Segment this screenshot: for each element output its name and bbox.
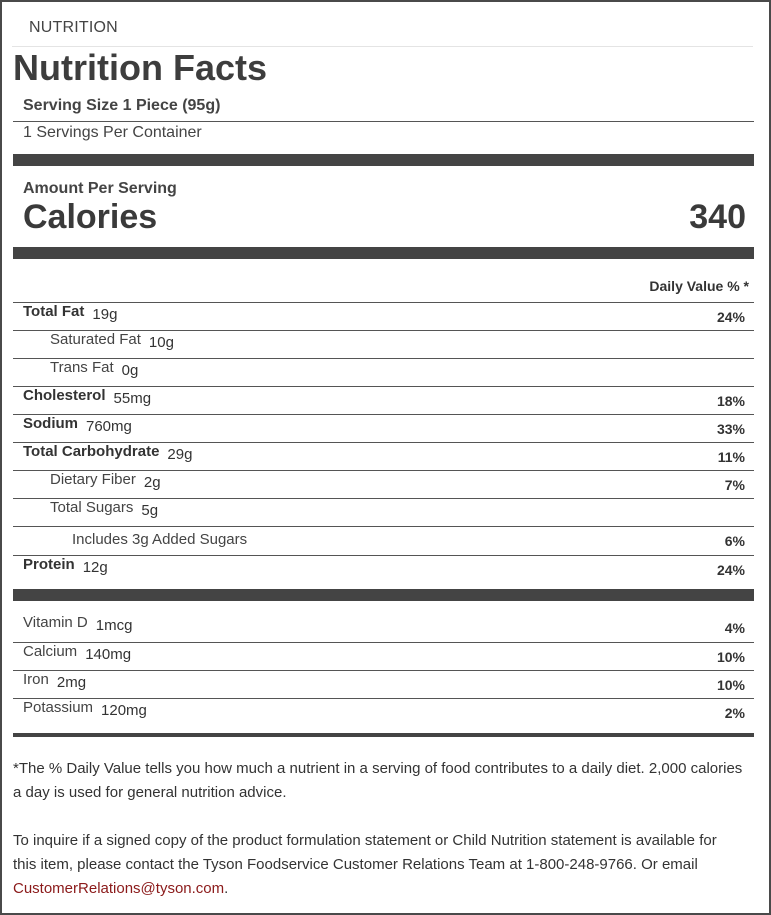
nutrient-amount: 0g xyxy=(121,362,139,379)
vitamin-row-vitamin-d xyxy=(13,614,754,642)
footnote-period: . xyxy=(224,880,229,897)
daily-value-percent: 11% xyxy=(717,449,745,465)
daily-value-percent: 18% xyxy=(716,393,745,409)
nutrient-name: Dietary Fiber 2g xyxy=(50,471,161,491)
daily-value-percent: 24% xyxy=(716,309,745,325)
nutrient-row-cholesterol xyxy=(13,386,754,415)
vitamin-row-potassium xyxy=(13,698,754,727)
vitamin-amount: 120mg xyxy=(101,702,147,719)
nutrient-name: Total Carbohydrate 29g xyxy=(23,443,193,463)
daily-value-header: Daily Value % * xyxy=(649,278,749,294)
thick-divider xyxy=(13,154,754,166)
vitamin-amount: 1mcg xyxy=(95,617,133,634)
nutrient-name: Total Sugars 5g xyxy=(50,499,159,519)
divider xyxy=(13,121,754,122)
nutrient-row-saturated-fat xyxy=(13,330,754,359)
nutrient-amount: 5g xyxy=(141,502,159,519)
nutrient-row-protein xyxy=(13,555,754,586)
inquiry-footnote xyxy=(13,829,743,901)
nutrient-name: Sodium 760mg xyxy=(23,415,132,435)
nutrient-amount: 10g xyxy=(148,334,174,351)
vitamin-row-calcium xyxy=(13,642,754,671)
daily-value-footnote: *The % Daily Value tells you how much a nutrient in a serving of food contributes to a daily diet. 2,000 calories a day is used for general nutrition advice. xyxy=(13,760,743,801)
nutrient-row-total-sugars xyxy=(13,498,754,527)
nutrient-row-total-carbohydrate xyxy=(13,442,754,471)
daily-value-percent: 10% xyxy=(716,677,745,693)
nutrient-name: Includes 3g Added Sugars xyxy=(72,531,248,548)
inquiry-text: To inquire if a signed copy of the product formulation statement or Child Nutrition statement is available for this item, please contact the Tyson Foodservice Customer Relations Team at 1-800-248-9766. Or email xyxy=(13,832,717,873)
amount-per-serving: Amount Per Serving xyxy=(23,180,177,197)
daily-value-percent: 2% xyxy=(724,705,745,721)
calories-value: 340 xyxy=(689,198,746,236)
vitamin-name: Potassium 120mg xyxy=(23,699,147,719)
nutrient-row-trans-fat xyxy=(13,358,754,387)
vitamin-name: Iron 2mg xyxy=(23,671,87,691)
vitamin-row-iron xyxy=(13,670,754,699)
customer-relations-email-link[interactable]: CustomerRelations@tyson.com xyxy=(13,880,225,897)
nutrient-amount: 19g xyxy=(92,306,118,323)
nutrient-name: Trans Fat 0g xyxy=(50,359,139,379)
daily-value-percent: 10% xyxy=(716,649,745,665)
daily-value-percent: 4% xyxy=(724,620,745,636)
nutrient-name: Cholesterol 55mg xyxy=(23,387,152,407)
vitamin-name: Vitamin D 1mcg xyxy=(23,614,133,634)
divider xyxy=(13,733,754,737)
vitamin-amount: 140mg xyxy=(85,646,132,663)
daily-value-percent: 6% xyxy=(724,533,745,549)
nutrition-facts-title: Nutrition Facts xyxy=(13,47,268,88)
serving-size: Serving Size 1 Piece (95g) xyxy=(23,97,221,114)
vitamin-name: Calcium 140mg xyxy=(23,643,132,663)
nutrient-amount: 2g xyxy=(143,474,161,491)
nutrient-row-sodium xyxy=(13,414,754,443)
daily-value-percent: 33% xyxy=(716,421,745,437)
nutrient-name: Saturated Fat 10g xyxy=(50,331,174,351)
nutrient-row-added-sugars xyxy=(13,526,754,555)
section-label: NUTRITION xyxy=(29,19,118,36)
nutrient-row-total-fat xyxy=(13,302,754,331)
servings-per-container: 1 Servings Per Container xyxy=(23,124,202,141)
daily-value-percent: 24% xyxy=(716,562,745,578)
calories-label: Calories xyxy=(23,198,158,236)
nutrient-name: Total Fat 19g xyxy=(23,303,118,323)
nutrient-amount: 760mg xyxy=(86,418,132,435)
vitamin-amount: 2mg xyxy=(56,674,87,691)
nutrient-amount: 12g xyxy=(82,559,108,576)
nutrient-amount: 29g xyxy=(167,446,193,463)
daily-value-percent: 7% xyxy=(724,477,745,493)
nutrient-name: Protein 12g xyxy=(23,556,108,576)
thick-divider xyxy=(13,247,754,259)
nutrient-amount: 55mg xyxy=(113,390,152,407)
nutrient-row-dietary-fiber xyxy=(13,470,754,499)
thick-divider xyxy=(13,589,754,601)
